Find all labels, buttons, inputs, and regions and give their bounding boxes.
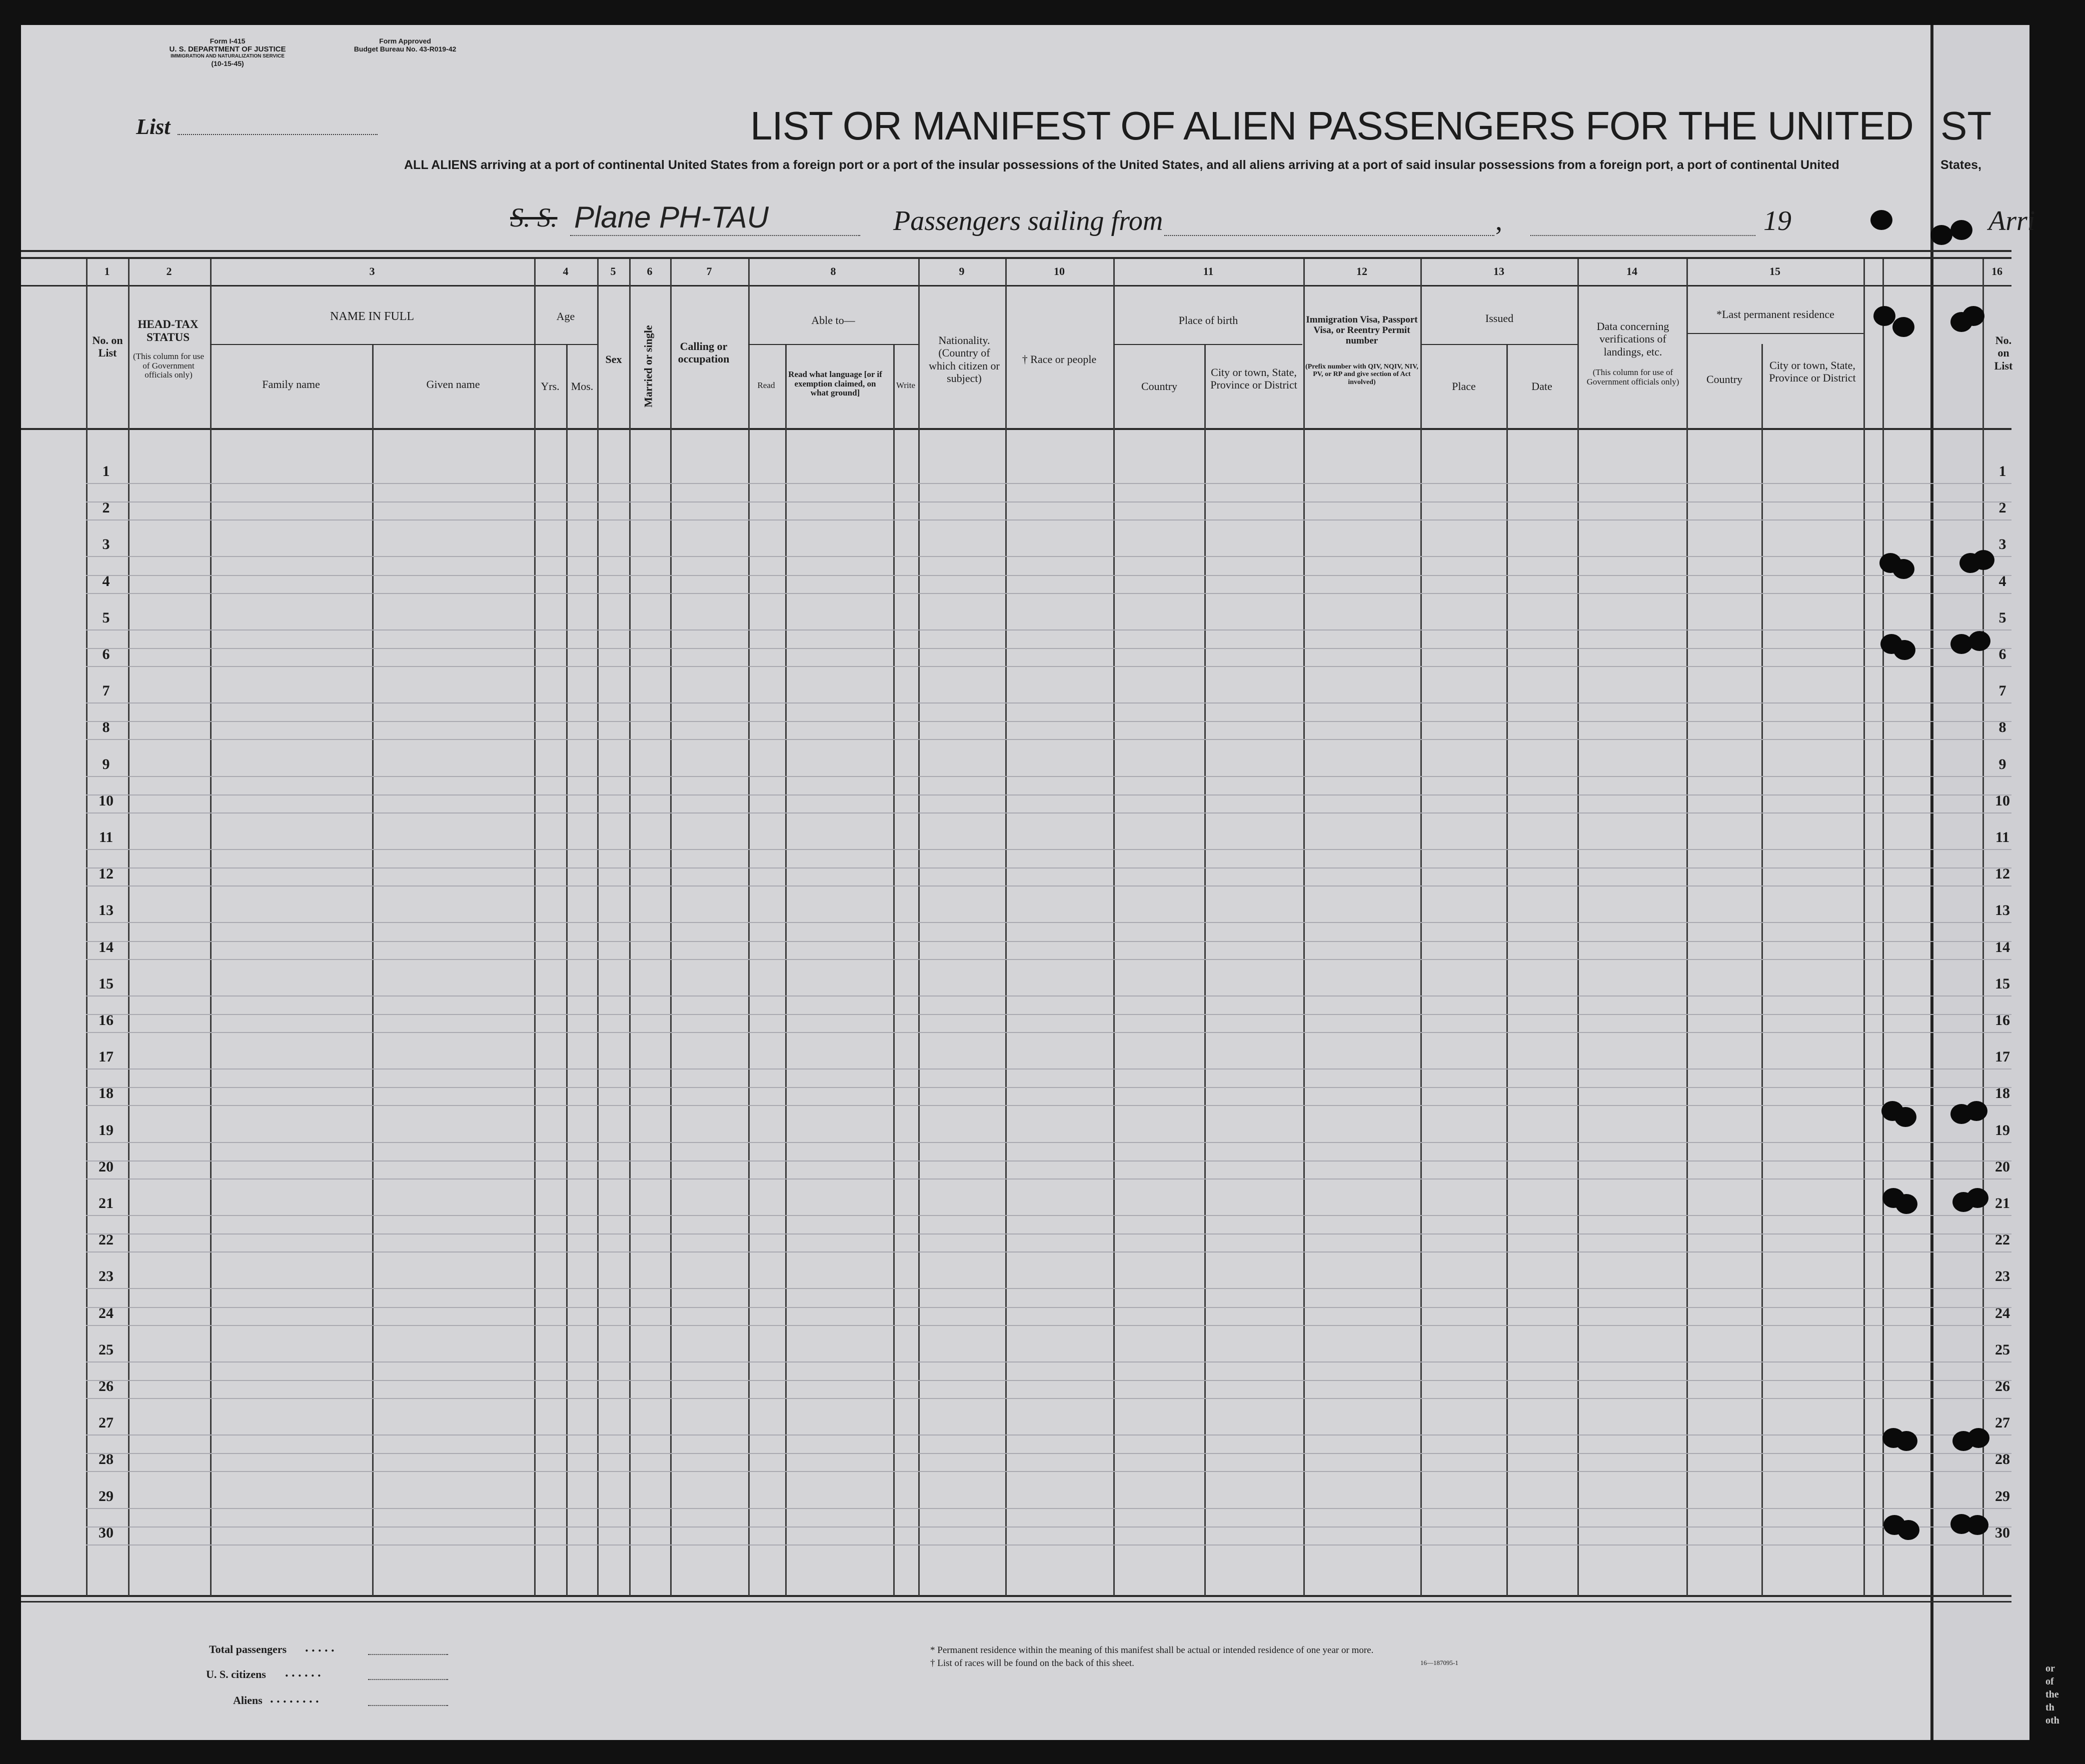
able-subrule [748,344,918,345]
row-number: 3 [102,536,110,553]
hdr-issued-place: Place [1452,380,1476,392]
row-number: 7 [102,682,110,700]
footer-total-line [368,1654,448,1655]
column-number: 15 [1769,265,1780,278]
hdr-issued-date: Date [1531,380,1552,392]
row-number-right: 24 [1995,1304,2010,1322]
row-line [86,1142,2011,1143]
column-number: 9 [959,265,965,278]
row-number-right: 26 [1995,1378,2010,1394]
row-number: 9 [102,756,110,772]
hdr-race: † Race or people [1022,353,1097,366]
column-line [1761,344,1763,1596]
row-number-right: 1 [1998,463,2006,480]
row-number-right: 21 [1995,1195,2010,1212]
hdr-last-residence: *Last permanent residence [1716,308,1834,320]
punch-hole [1965,1101,1987,1121]
row-line [86,1105,2011,1106]
punch-hole [1893,640,1915,660]
punch-hole [1870,210,1892,230]
row-line [86,556,2011,557]
column-line [670,259,672,1596]
row-number: 8 [102,719,110,736]
year-prefix: 19 [1763,206,1791,236]
row-number: 20 [99,1158,114,1175]
hdr-sex: Sex [605,353,622,366]
hdr-landing: Data concerning verifications of landings, etc. [1596,320,1669,358]
comma: , [1495,206,1502,236]
column-number: 6 [647,265,653,278]
hdr-able-to: Able to— [811,314,855,326]
hdr-res-country: Country [1706,373,1743,386]
edge-fragment: th [2045,1702,2054,1713]
column-number: 12 [1356,265,1367,278]
row-line [86,1307,2011,1308]
row-line [86,1032,2011,1033]
row-number: 2 [102,500,110,516]
row-number: 26 [99,1378,114,1394]
row-number-right: 16 [1995,1012,2010,1028]
row-line [86,1508,2011,1509]
residence-subrule [1687,333,1863,334]
column-line [128,259,130,1596]
footer-total-dots: . . . . . [305,1640,335,1654]
hdr-calling: Calling or occupation [678,340,730,366]
page-title: LIST OR MANIFEST OF ALIEN PASSENGERS FOR THE UNITED [750,104,1913,148]
edge-fragment: or [2045,1663,2055,1674]
row-number-right: 27 [1995,1414,2010,1432]
row-number-right: 2 [1998,500,2006,516]
row-line [86,1544,2011,1546]
hdr-write: Write [896,380,916,390]
punch-hole [1892,317,1914,337]
row-line [86,1288,2011,1289]
column-line [1577,259,1579,1596]
row-number: 30 [99,1524,114,1541]
row-number-right: 18 [1995,1085,2010,1102]
column-number: 2 [166,265,172,278]
sailing-from-line [1164,235,1494,236]
birth-subrule [1114,344,1302,345]
row-number-right: 14 [1995,938,2010,956]
column-number: 14 [1626,265,1637,278]
column-line [1882,259,1884,1596]
punch-hole [1972,550,1994,570]
punch-hole [1894,1107,1916,1127]
row-number: 19 [99,1122,114,1138]
column-line [918,259,920,1596]
row-number: 27 [99,1414,114,1432]
hdr-read: Read [757,380,775,390]
row-number: 4 [102,572,110,590]
row-line [86,776,2011,777]
column-number: 8 [830,265,836,278]
row-number: 1 [102,463,110,480]
row-number-right: 3 [1998,536,2006,553]
arriving-cut: Arri [1988,206,2035,236]
header-bottom-rule [21,428,2011,430]
print-code: 16—187095-1 [1420,1659,1458,1666]
row-number-right: 28 [1995,1451,2010,1468]
column-line [1686,259,1688,1596]
page-subtitle: ALL ALIENS arriving at a port of continental United States from a foreign port or a port of the insular possessions of the United States, and all aliens arriving at a port of said insular possessions from a foreign port, a port of continental United [404,158,1839,172]
row-number: 24 [99,1304,114,1322]
row-number-right: 17 [1995,1048,2010,1066]
sailing-date-line [1530,235,1755,236]
age-subrule [534,344,597,345]
row-number: 22 [99,1232,114,1248]
row-number: 13 [99,902,114,919]
row-number: 5 [102,609,110,626]
row-line [86,648,2011,649]
form-info-block [110,37,345,68]
budget-number: Budget Bureau No. 43-R019-42 [354,45,457,54]
row-line [86,794,2011,796]
row-line [86,1434,2011,1436]
hdr-head-tax: HEAD-TAX STATUS [138,318,199,344]
row-number-right: 29 [1995,1488,2010,1504]
row-number: 15 [99,975,114,992]
issued-subrule [1421,344,1577,345]
hdr-head-tax-note: (This column for use of Government officials only) [133,352,205,380]
row-number: 6 [102,646,110,662]
row-number-right: 23 [1995,1268,2010,1285]
column-line [1204,344,1206,1596]
row-number: 11 [99,829,114,846]
colnum-rule [21,285,2011,286]
sailing-label: Passengers sailing from [893,206,1163,236]
row-line [86,959,2011,960]
column-line [566,344,568,1596]
column-number: 3 [369,265,375,278]
edge-fragment: the [2045,1689,2059,1700]
column-line [372,344,374,1596]
table-bottom-rule-1 [21,1595,2011,1597]
row-number: 14 [99,938,114,956]
row-line [86,1087,2011,1088]
manifest-sheet [21,25,2026,1740]
footer-citizens-dots: . . . . . . [285,1665,321,1680]
row-number: 17 [99,1048,114,1066]
row-line [86,593,2011,594]
punch-hole [1966,1515,1988,1535]
row-line [86,483,2011,484]
page-subtitle-cut: States, [1940,158,1981,172]
row-number-right: 8 [1998,719,2006,736]
row-number: 10 [99,792,114,809]
row-number: 29 [99,1488,114,1504]
form-date-code: (10-15-45) [211,59,244,68]
hdr-birth-country: Country [1141,380,1178,392]
punch-hole [1897,1520,1919,1540]
row-line [86,941,2011,942]
top-rule-2 [21,257,2011,259]
row-number-right: 7 [1998,682,2006,700]
column-number: 4 [563,265,569,278]
hdr-issued: Issued [1485,312,1514,324]
row-number-right: 22 [1995,1232,2010,1248]
row-line [86,1014,2011,1015]
vessel-line [570,235,860,236]
row-line [86,1068,2011,1070]
edge-fragment: oth [2045,1715,2059,1726]
row-number-right: 20 [1995,1158,2010,1175]
row-line [86,1471,2011,1472]
column-line [1420,259,1422,1596]
hdr-mos: Mos. [571,380,594,392]
footer-aliens-line [368,1705,448,1706]
row-number-right: 6 [1998,646,2006,662]
row-number-right: 15 [1995,975,2010,992]
hdr-family-name: Family name [262,378,320,390]
row-line [86,575,2011,576]
column-line [1982,259,1984,1596]
row-number: 23 [99,1268,114,1285]
punch-hole [1895,1194,1917,1214]
row-line [86,1526,2011,1528]
vessel-handwritten: Plane PH-TAU [574,200,769,234]
approval-text: Form Approved [379,37,431,45]
row-number-right: 12 [1995,866,2010,882]
column-line [1506,344,1508,1596]
row-number-right: 13 [1995,902,2010,919]
hdr-visa-note: (Prefix number with QIV, NQIV, NIV, PV, or RP and give section of Act involved) [1305,363,1418,386]
row-number-right: 25 [1995,1341,2010,1358]
footer-aliens-label: Aliens [233,1694,263,1706]
hdr-landing-note: (This column for use of Government officials only) [1586,368,1679,386]
list-number-line [178,134,378,135]
row-line [86,812,2011,814]
next-page-edge [1930,25,2029,1740]
top-rule-1 [21,250,2011,252]
hdr-age: Age [556,310,575,322]
column-line [1863,259,1865,1596]
list-label: List [136,114,171,139]
row-number-right: 5 [1998,609,2006,626]
column-number: 10 [1054,265,1065,278]
department-name: U. S. DEPARTMENT OF JUSTICE [169,45,286,54]
hdr-visa: Immigration Visa, Passport Visa, or Reentry Permit number [1306,314,1418,346]
punch-hole [1966,1188,1988,1208]
row-number: 12 [99,866,114,882]
hdr-no-on-list-right: No. on List [1994,334,2013,372]
column-line [748,259,750,1596]
row-number: 21 [99,1195,114,1212]
punch-hole [1967,1428,1989,1448]
punch-hole [1892,559,1914,579]
column-number: 7 [706,265,712,278]
row-number: 18 [99,1085,114,1102]
column-number: 13 [1493,265,1504,278]
footer-total-label: Total passengers [209,1643,287,1656]
row-number-right: 30 [1995,1524,2010,1541]
column-line [597,259,599,1596]
row-line [86,922,2011,923]
column-line [1005,259,1007,1596]
footer-aliens-dots: . . . . . . . . [270,1691,319,1706]
punch-hole [1930,225,1952,245]
row-line [86,1325,2011,1326]
row-line [86,702,2011,704]
row-line [86,1178,2011,1180]
column-line [1113,259,1115,1596]
page-title-cut: ST [1940,104,1992,148]
column-line [210,259,212,1596]
row-line [86,849,2011,850]
column-number: 1 [104,265,110,278]
row-number-right: 19 [1995,1122,2010,1138]
row-line [86,1215,2011,1216]
row-line [86,1398,2011,1399]
row-number-right: 10 [1995,792,2010,809]
row-line [86,1453,2011,1454]
hdr-married: Married or single [642,325,655,408]
row-line [86,666,2011,667]
footer-citizens-label: U. S. citizens [206,1668,266,1680]
column-line [534,259,536,1596]
hdr-nationality: Nationality. (Country of which citizen or subject) [929,334,1000,384]
punch-hole [1895,1431,1917,1451]
column-number: 11 [1203,265,1214,278]
punch-hole [1968,631,1990,651]
row-line [86,739,2011,740]
hdr-birth-city: City or town, State, Province or District [1210,366,1297,392]
column-line [629,259,631,1596]
hdr-name-in-full: NAME IN FULL [330,310,414,323]
form-number: Form I-415 [210,37,246,45]
table-bottom-rule-2 [21,1601,2011,1602]
row-number-right: 11 [1995,829,2010,846]
punch-hole [1873,306,1895,326]
column-number: 5 [610,265,616,278]
row-number: 25 [99,1341,114,1358]
hdr-given-name: Given name [426,378,480,390]
hdr-place-of-birth: Place of birth [1178,314,1238,326]
column-line [785,344,787,1596]
row-line [86,1160,2011,1162]
hdr-yrs: Yrs. [541,380,560,392]
column-line [893,344,895,1596]
hdr-read-language: Read what language [or if exemption claimed, on what ground] [788,370,882,398]
punch-hole [1962,306,1984,326]
footnote-races: † List of races will be found on the back of this sheet. [930,1658,1134,1668]
hdr-no-on-list: No. on List [92,334,123,360]
hdr-res-city: City or town, State, Province or District [1769,359,1856,384]
service-name: IMMIGRATION AND NATURALIZATION SERVICE [171,54,285,60]
row-number: 28 [99,1451,114,1468]
edge-fragment: of [2045,1676,2054,1687]
row-line [86,1380,2011,1381]
footnote-residence: * Permanent residence within the meaning of this manifest shall be actual or intended residence of one year or more. [930,1645,1374,1656]
row-line [86,721,2011,722]
column-number: 16 [1991,265,2002,278]
name-subrule [210,344,534,345]
punch-hole [1950,220,1972,240]
column-line [1303,259,1305,1596]
vessel-printed: S. S. [510,202,558,232]
row-number-right: 4 [1998,572,2006,590]
row-number-right: 9 [1998,756,2006,772]
footer-citizens-line [368,1679,448,1680]
row-number: 16 [99,1012,114,1028]
approval-block [320,37,490,53]
column-line [86,259,88,1596]
